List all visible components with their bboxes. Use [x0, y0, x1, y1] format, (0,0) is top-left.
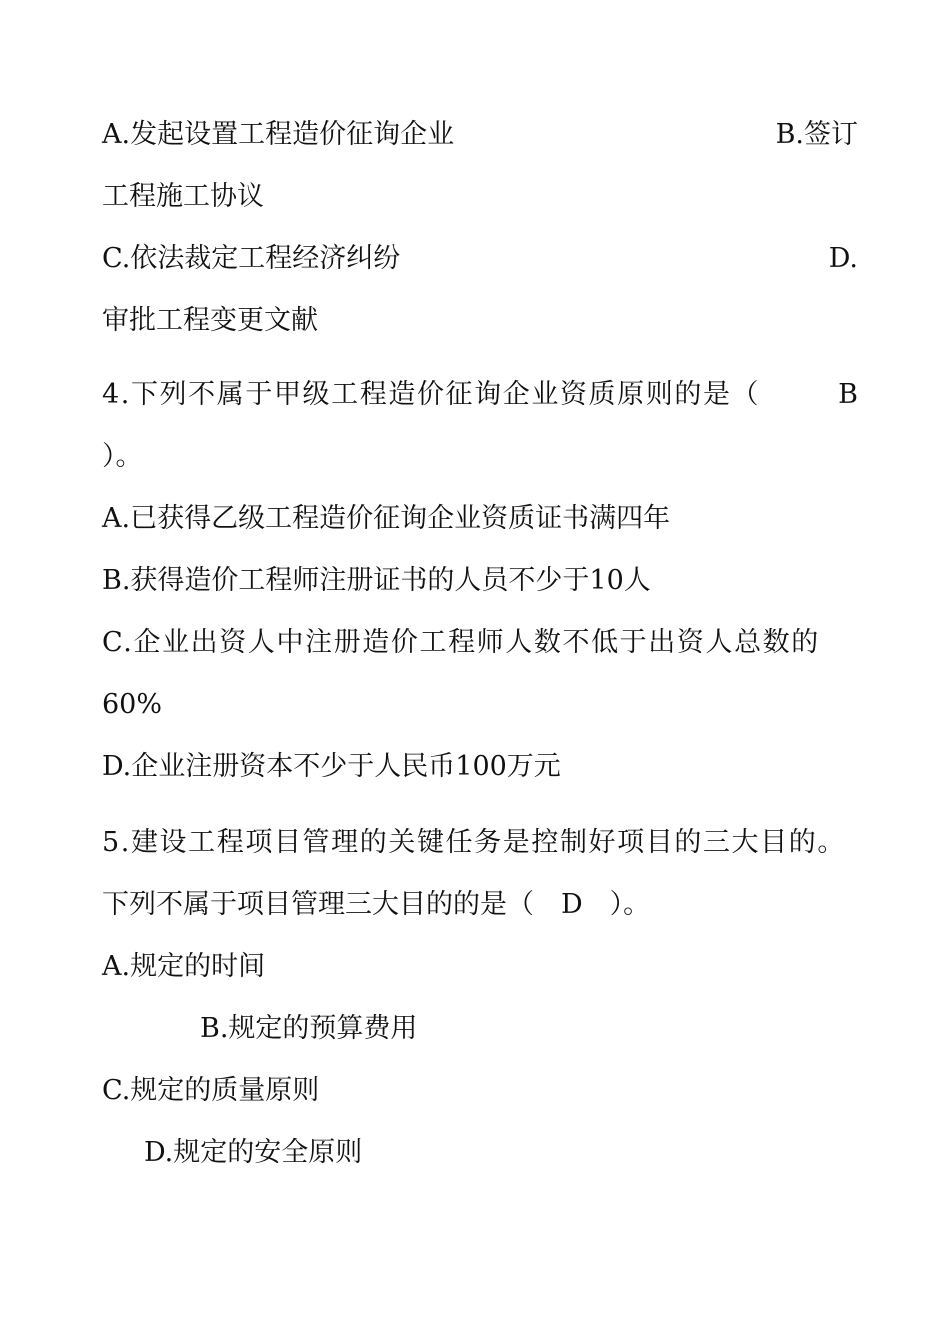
q3-option-c: C.依法裁定工程经济纠纷 [102, 243, 401, 274]
q5-option-b: B.规定的预算费用 [200, 1013, 418, 1044]
q5-option-c: C.规定的质量原则 [102, 1075, 320, 1106]
q4-option-d: D.企业注册资本不少于人民币100万元 [102, 751, 561, 782]
q5-option-d: D.规定的安全原则 [144, 1137, 363, 1168]
q3-option-a: A.发起设置工程造价征询企业 [102, 119, 455, 150]
q3-option-b-head: B.签订 [775, 119, 858, 150]
q4-option-c-line1: C.企业出资人中注册造价工程师人数不低于出资人总数的 [102, 627, 820, 658]
q4-option-c-line2: 60% [102, 689, 163, 720]
q5-option-a: A.规定的时间 [102, 951, 266, 982]
q4-option-b: B.获得造价工程师注册证书的人员不少于10人 [102, 565, 651, 596]
q4-stem-line1: 4.下列不属于甲级工程造价征询企业资质原则的是（ [102, 379, 761, 410]
q3-option-d-head: D. [828, 243, 858, 274]
q3-option-d-tail: 审批工程变更文献 [102, 305, 318, 336]
q4-stem-line2: ）。 [102, 441, 143, 472]
q4-answer: B [838, 379, 858, 410]
q4-option-a: A.已获得乙级工程造价征询企业资质证书满四年 [102, 503, 671, 534]
q5-stem-line1: 5.建设工程项目管理的关键任务是控制好项目的三大目的。 [102, 827, 846, 858]
q5-stem-line2: 下列不属于项目管理三大目的的是（ D ）。 [102, 889, 651, 920]
q3-option-b-tail: 工程施工协议 [102, 181, 264, 212]
